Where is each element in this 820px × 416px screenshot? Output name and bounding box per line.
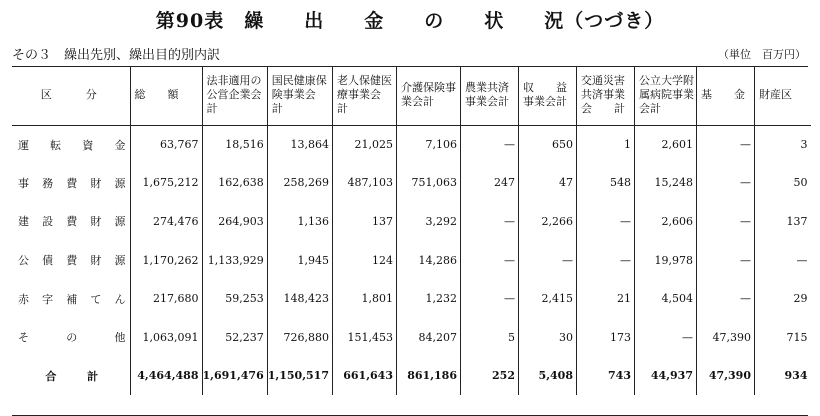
label-char: 転	[50, 138, 62, 152]
row-label	[12, 357, 130, 396]
table-cell: 21,025	[333, 125, 397, 164]
table-cell: 934	[755, 357, 811, 396]
table-cell: 5,408	[519, 357, 577, 396]
table-cell: 3,292	[397, 202, 461, 241]
table-cell: 5	[461, 318, 519, 357]
row-label	[12, 164, 130, 203]
table-cell: 1,675,212	[130, 164, 202, 203]
table-cell: 162,638	[202, 164, 267, 203]
label-char: 財	[90, 254, 102, 268]
table-cell: 3	[755, 125, 811, 164]
table-cell: —	[461, 125, 519, 164]
table-cell: 1,945	[267, 241, 332, 280]
table-cell: 4,504	[635, 279, 697, 318]
table-cell: 18,516	[202, 125, 267, 164]
column-header: 法非適用の公営企業会計	[202, 66, 267, 125]
table-cell: 2,266	[519, 202, 577, 241]
table-cell: 1,136	[267, 202, 332, 241]
table-cell: 252	[461, 357, 519, 396]
label-char: 源	[114, 254, 126, 268]
label-char: 費	[66, 176, 78, 190]
table-cell: 84,207	[397, 318, 461, 357]
label-char: 源	[114, 176, 126, 190]
table-cell: —	[697, 202, 755, 241]
label-char: そ	[18, 331, 29, 345]
table-cell: 63,767	[130, 125, 202, 164]
label-char: 合	[45, 369, 57, 383]
table-cell: 274,476	[130, 202, 202, 241]
header-row	[12, 66, 811, 125]
table-cell: 52,237	[202, 318, 267, 357]
table-subtitle: その３ 繰出先別、繰出目的別内訳	[12, 48, 221, 63]
table-cell: 15,248	[635, 164, 697, 203]
table-cell: 7,106	[397, 125, 461, 164]
table-cell: 50	[755, 164, 811, 203]
label-char: 赤	[18, 292, 29, 306]
row-label	[12, 125, 130, 164]
table-cell: —	[697, 164, 755, 203]
table-cell: 247	[461, 164, 519, 203]
label-char: 補	[66, 292, 78, 306]
row-label-text	[18, 252, 126, 268]
row-label-text	[18, 175, 126, 191]
table-cell: —	[697, 241, 755, 280]
label-char: 費	[66, 215, 78, 229]
label-char: 字	[42, 292, 54, 306]
table-cell: 47,390	[697, 318, 755, 357]
table-cell: —	[461, 241, 519, 280]
table-cell: —	[697, 125, 755, 164]
row-label	[12, 279, 130, 318]
label-char: 務	[42, 176, 54, 190]
table-row	[12, 279, 811, 318]
table-cell: —	[697, 279, 755, 318]
table-cell: 30	[519, 318, 577, 357]
data-table	[12, 66, 811, 395]
table-cell: 2,606	[635, 202, 697, 241]
table-cell: 548	[577, 164, 635, 203]
row-label	[12, 241, 130, 280]
label-char: 費	[66, 254, 78, 268]
table-cell: 173	[577, 318, 635, 357]
table-cell: 661,643	[333, 357, 397, 396]
unit-note: （単位 百万円）	[718, 48, 806, 61]
table-cell: —	[577, 241, 635, 280]
column-header: 基 金	[697, 66, 755, 125]
table-cell: 19,978	[635, 241, 697, 280]
table-cell: —	[755, 241, 811, 280]
table-cell: 217,680	[130, 279, 202, 318]
table-cell: 861,186	[397, 357, 461, 396]
table-cell: —	[461, 202, 519, 241]
table-cell: 1	[577, 125, 635, 164]
label-char: 他	[114, 331, 126, 345]
table-cell: —	[577, 202, 635, 241]
table-cell: 47	[519, 164, 577, 203]
row-label-text	[18, 291, 126, 307]
label-char: ん	[114, 292, 126, 306]
label-char: 設	[42, 215, 54, 229]
label-char: 財	[90, 215, 102, 229]
table-row	[12, 318, 811, 357]
table-cell: 137	[333, 202, 397, 241]
table-cell: 726,880	[267, 318, 332, 357]
table-cell: 4,464,488	[130, 357, 202, 396]
table-cell: 487,103	[333, 164, 397, 203]
table-cell: —	[635, 318, 697, 357]
table-cell: 1,801	[333, 279, 397, 318]
column-header: 財産区	[755, 66, 811, 125]
column-header: 老人保健医療事業会 計	[333, 66, 397, 125]
table-cell: —	[519, 241, 577, 280]
label-char: 計	[87, 369, 99, 383]
column-header: 総 額	[130, 66, 202, 125]
label-char: 源	[114, 215, 126, 229]
table-cell: 148,423	[267, 279, 332, 318]
label-char: 公	[18, 254, 29, 268]
table-cell: 743	[577, 357, 635, 396]
row-label-text	[18, 368, 126, 384]
page-title: 第90表 繰 出 金 の 状 況（つづき）	[155, 10, 665, 32]
column-header: 交通災害共済事業会 計	[577, 66, 635, 125]
column-header: 国民健康保険事業会 計	[267, 66, 332, 125]
label-char: 建	[18, 215, 29, 229]
table-cell: 29	[755, 279, 811, 318]
label-char: 金	[114, 138, 126, 152]
table-cell: 124	[333, 241, 397, 280]
table-cell: 21	[577, 279, 635, 318]
table-cell: —	[461, 279, 519, 318]
table-cell: 59,253	[202, 279, 267, 318]
table-cell: 13,864	[267, 125, 332, 164]
label-char: 事	[18, 176, 29, 190]
label-char: 運	[18, 138, 29, 152]
label-char: の	[66, 331, 78, 345]
table-cell: 264,903	[202, 202, 267, 241]
label-char: 債	[42, 254, 54, 268]
table-row	[12, 202, 811, 241]
label-char: て	[90, 292, 102, 306]
table-cell: 1,691,476	[202, 357, 267, 396]
table-cell: 258,269	[267, 164, 332, 203]
row-label-text	[18, 213, 126, 229]
table-cell: 650	[519, 125, 577, 164]
table-cell: 751,063	[397, 164, 461, 203]
table-cell: 1,232	[397, 279, 461, 318]
table-cell: 44,937	[635, 357, 697, 396]
table-cell: 2,415	[519, 279, 577, 318]
table-cell: 1,150,517	[267, 357, 332, 396]
row-label	[12, 202, 130, 241]
table-row	[12, 125, 811, 164]
table-cell: 1,170,262	[130, 241, 202, 280]
table-cell: 1,063,091	[130, 318, 202, 357]
table-cell: 137	[755, 202, 811, 241]
row-label	[12, 318, 130, 357]
table-row	[12, 241, 811, 280]
label-char: 資	[82, 138, 94, 152]
table-cell: 151,453	[333, 318, 397, 357]
column-header: 公立大学附属病院事業会計	[635, 66, 697, 125]
total-row	[12, 357, 811, 396]
column-header: 農業共済事業会計	[461, 66, 519, 125]
row-label-text	[18, 137, 126, 153]
column-header: 介護保険事業会計	[397, 66, 461, 125]
column-header: 収 益事業会計	[519, 66, 577, 125]
label-char: 財	[90, 176, 102, 190]
table-cell: 1,133,929	[202, 241, 267, 280]
table-cell: 47,390	[697, 357, 755, 396]
table-cell: 14,286	[397, 241, 461, 280]
column-header: 区 分	[12, 66, 130, 125]
table-row	[12, 164, 811, 203]
table-cell: 715	[755, 318, 811, 357]
row-label-text	[18, 329, 126, 345]
table-cell: 2,601	[635, 125, 697, 164]
